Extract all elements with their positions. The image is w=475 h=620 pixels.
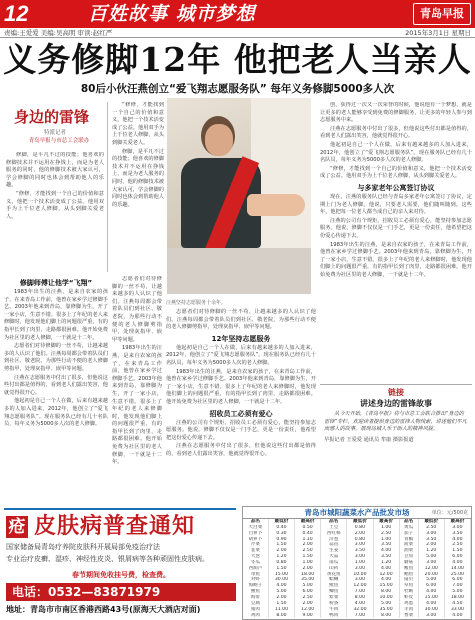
market-unit: 单位：元/500克	[431, 510, 468, 516]
table-cell: 蘑菇	[399, 560, 418, 566]
article-paragraph: 现在，汪燕的服务队已经与青岛多家老年公寓签订了协议，定期上门为老人修脚。他说，只要老人需要，他们随叫随到。这些年，他把每一位老人都当成自己的亲人来对待。	[320, 193, 472, 216]
table-row	[243, 613, 471, 619]
table-cell: 4.00	[418, 589, 444, 595]
market-price-table	[242, 506, 472, 620]
editor-credits: 责编:王爱爱 美编:吴高明 审读:赵红严	[4, 29, 113, 37]
article-paragraph: 1983年出生的汪燕，是来自农家的孩子，在来青岛工作前，他曾在家乡学过修脚手艺。2003年他来到青岛，靠修脚为生，开了一家小店，生意不错。很多上了年纪的老人来修脚时，他发现他们脚上的问题很严重，有的指甲长到了肉里，走路都很困难。他开始免费为社区里的老人修脚，一干就是十二年。	[166, 368, 316, 405]
article-column-4	[320, 102, 472, 380]
table-cell: 1.20	[373, 560, 399, 566]
table-cell: 8.00	[347, 595, 373, 601]
table-cell: 8.00	[268, 613, 294, 619]
table-cell: 8.00	[373, 613, 399, 619]
table-cell: 鲳鱼	[399, 572, 418, 578]
table-cell: 4.00	[373, 566, 399, 572]
table-cell: 2.50	[295, 595, 321, 601]
table-cell: 0.40	[268, 525, 294, 531]
table-cell: 3.00	[418, 613, 444, 619]
table-cell: 5.00	[418, 577, 444, 583]
table-cell: 15.00	[418, 595, 444, 601]
table-header-cell: 最高价	[295, 519, 321, 525]
table-cell: 对虾	[243, 577, 268, 583]
table-cell: 3.00	[444, 525, 470, 531]
article-paragraph: 志愿者们对待修脚的一丝不苟，让越来越多的人认识了他们。汪燕每周都会带着队员们到社区、敬老院，为那些行动不便的老人修脚剪指甲，处理灰指甲、嵌甲等问题。	[4, 343, 108, 372]
table-cell: 14.00	[444, 566, 470, 572]
article-column-1	[4, 276, 108, 504]
table-row	[243, 607, 471, 613]
table-cell: 茄子	[399, 531, 418, 537]
ad-line-1: 国家储备局青岛疗养院皮肤科开展局部免疫治疗法	[6, 543, 160, 551]
table-header-cell: 品名	[399, 519, 418, 525]
table-cell: 4.00	[444, 613, 470, 619]
article-paragraph: 他起初是自己一个人在做，后来有越来越多的人加入进来，2012年，他创立了“爱飞翔志愿服务队”。现在服务队已经有几十名队员，每年义务为5000多人次的老人修脚。	[166, 344, 316, 366]
column-author: 特派记者	[44, 130, 67, 136]
table-cell: 3.00	[347, 566, 373, 572]
table-cell: 2.00	[295, 542, 321, 548]
table-cell: 3.50	[373, 542, 399, 548]
table-cell: 7.00	[347, 589, 373, 595]
table-cell: 1.00	[295, 560, 321, 566]
table-cell: 0.80	[347, 537, 373, 543]
column-title: 身边的雷锋	[14, 108, 90, 126]
table-cell: 黄瓜	[399, 525, 418, 531]
table-cell: 鲫鱼	[321, 589, 347, 595]
table-cell: 3.00	[347, 577, 373, 583]
table-cell: 3.50	[444, 531, 470, 537]
table-cell: 海蛎子	[243, 583, 268, 589]
table-cell: 冬瓜	[243, 560, 268, 566]
table-cell: 33.00	[444, 607, 470, 613]
table-header-cell: 品名	[321, 519, 347, 525]
table-cell: 3.00	[347, 542, 373, 548]
article-paragraph: 志愿者们对待修脚的一丝不苟，让越来越多的人认识了他们。汪燕每周都会带着队员们到社区、敬老院，为那些行动不便的老人修脚剪指甲，处理灰指甲、嵌甲等问题。	[112, 276, 162, 343]
table-cell: 生姜	[321, 548, 347, 554]
table-cell: 35.00	[373, 607, 399, 613]
table-body	[243, 525, 471, 619]
table-cell: 12.00	[347, 583, 373, 589]
table-cell: 1.00	[347, 560, 373, 566]
article-paragraph: “修修，才能找到一个自己的价值和意义，他把一个技术活变成了公益。他用双手为上千位老人修脚，从头到脚关爱老人。	[320, 165, 472, 180]
ad-address: 地址：青岛市市南区香港西路43号(原海天大酒店对面)	[6, 605, 201, 614]
issue-date: 2015年3月1日 星期日	[405, 29, 471, 37]
table-cell: 8.00	[373, 589, 399, 595]
table-cell: 12.00	[295, 607, 321, 613]
page-number	[4, 2, 44, 26]
table-cell: 11.00	[268, 607, 294, 613]
table-cell: 1.20	[268, 554, 294, 560]
table-cell: 扇贝	[399, 577, 418, 583]
article-paragraph: 汪燕在志愿服务中付出了很多，但他说这些付出都是值得的，看到老人们露出笑容，他就觉得很开心。	[320, 125, 472, 140]
table-cell: 紫菜	[321, 595, 347, 601]
table-header-cell: 品名	[243, 519, 268, 525]
table-cell: 大葱	[243, 554, 268, 560]
table-cell: 胡萝卜	[243, 537, 268, 543]
table-cell: 鸡肉	[243, 613, 268, 619]
table-cell: 韭菜	[243, 548, 268, 554]
section-subtitle-4: 与多家老年公寓签订协议	[357, 183, 435, 192]
table-cell: 猪肉	[243, 607, 268, 613]
table-cell: 西葫芦	[243, 566, 268, 572]
table-cell: 1.10	[295, 537, 321, 543]
table-cell: 5.00	[444, 589, 470, 595]
table-cell: 0.50	[295, 525, 321, 531]
table-cell: 3.50	[347, 548, 373, 554]
intro-text	[6, 152, 104, 270]
table-header-row	[243, 519, 471, 525]
table-cell: 18.00	[444, 595, 470, 601]
table-cell: 32.00	[347, 607, 373, 613]
table-cell: 青椒	[399, 537, 418, 543]
article-column-2	[112, 276, 162, 504]
table-cell: 2.50	[295, 548, 321, 554]
table-cell: 5.00	[268, 589, 294, 595]
market-title	[243, 507, 471, 519]
table-cell: 白萝卜	[243, 531, 268, 537]
table-cell: 0.90	[268, 537, 294, 543]
table-cell: 2.00	[268, 548, 294, 554]
table-cell: 豆腐	[243, 601, 268, 607]
table-cell: 0.80	[268, 560, 294, 566]
table-cell: 3.50	[418, 537, 444, 543]
table-cell: 大白菜	[243, 525, 268, 531]
section-subtitle-2: 12年坚持志愿服务	[211, 334, 271, 343]
table-row	[243, 595, 471, 601]
table-header-cell: 最低价	[268, 519, 294, 525]
table-cell: 4.00	[444, 560, 470, 566]
table-cell: 鱿鱼	[321, 583, 347, 589]
column-header-box	[4, 102, 108, 272]
table-cell: 1.00	[373, 525, 399, 531]
article-paragraph: 志愿者们对待修脚的一丝不苟，让越来越多的人认识了他们。汪燕每周都会带着队员们到社区、敬老院，为那些行动不便的老人修脚剪指甲，处理灰指甲、嵌甲等问题。	[166, 309, 316, 331]
photo-caption: 汪燕坚持志愿服务十余年。	[166, 300, 227, 306]
table-cell: 2.50	[373, 531, 399, 537]
table-cell: 4.00	[373, 548, 399, 554]
table-cell: 菠菜	[399, 542, 418, 548]
table-cell: 15.00	[268, 572, 294, 578]
article-paragraph: 他起初是自己一个人在做，后来有越来越多的人加入进来，2012年，他创立了“爱飞翔志愿服务队”。现在服务队已经有几十名队员，每年义务为5000多人次的老人修脚。	[320, 141, 472, 164]
table-cell: 蒜苗	[321, 542, 347, 548]
table-cell: 1.50	[295, 554, 321, 560]
table-cell: 5.00	[295, 583, 321, 589]
table-cell: 10.00	[373, 595, 399, 601]
table-cell: 鸡蛋	[399, 601, 418, 607]
link-paragraph: 从今天开始，《青岛早报》将与市总工会联合推出“身边的雷锋”专栏，欢迎读者提供身边的雷锋人物线索，讲述他们平凡而感人的故事，展现岛城人乐于助人的精神风貌。	[324, 411, 467, 433]
editor-info-bar	[0, 28, 475, 38]
table-cell: 4.00	[418, 601, 444, 607]
link-label: 链接	[388, 388, 404, 397]
table-cell: 山药	[321, 566, 347, 572]
table-cell: 2.00	[268, 595, 294, 601]
table-cell: 粉条	[321, 601, 347, 607]
table-row	[243, 566, 471, 572]
table-cell: 南瓜	[321, 560, 347, 566]
table-cell: 2.50	[418, 525, 444, 531]
photo-foot	[247, 194, 305, 216]
table-cell: 6.00	[444, 577, 470, 583]
table-cell: 9.00	[295, 613, 321, 619]
table-cell: 12.00	[373, 572, 399, 578]
article-paragraph: 汪燕的公司有个规矩，招收员工必须有爱心，能坚持参加志愿服务。他说，修脚不仅仅是一门手艺，更是一份责任，他希望把这份爱心传递下去。	[320, 217, 472, 239]
link-title: 讲述身边的雷锋故事	[360, 399, 432, 408]
table-cell: 2.00	[418, 542, 444, 548]
table-cell: 虾皮	[399, 595, 418, 601]
table-cell: 西红柿	[321, 531, 347, 537]
table-cell: 5.00	[418, 554, 444, 560]
table-cell: 2.00	[347, 531, 373, 537]
table-cell: 0.30	[268, 531, 294, 537]
table-cell: 4.00	[373, 577, 399, 583]
table-cell: 牡蛎	[399, 589, 418, 595]
table-cell: 鲅鱼	[399, 566, 418, 572]
table-cell: 4.00	[444, 537, 470, 543]
table-cell: 3.00	[418, 531, 444, 537]
table-cell: 4.00	[268, 583, 294, 589]
table-cell: 香菜	[399, 613, 418, 619]
intro-paragraph-2: “修修，才能找到一个自己的价值和意义，他把一个技术活变成了公益。他用双手为上千位老人修脚，从头到脚关爱老人。	[6, 190, 104, 220]
table-cell: 5.00	[373, 601, 399, 607]
table-cell: 15.00	[373, 583, 399, 589]
page-header	[0, 0, 475, 28]
reporter-credit: 早报记者 王爱爱 通讯员 牟康 摄影报道	[324, 436, 414, 443]
ad-line-2: 专业治疗皮癣、湿疹、神经性皮炎、银屑病等各种顽固性皮肤病。	[6, 555, 209, 563]
table-cell: 大蒜	[321, 554, 347, 560]
article-headline: 义务修脚12年 他把老人当亲人	[3, 40, 472, 79]
section-title: 百姓故事 城市梦想	[88, 3, 256, 25]
photo-towel	[167, 248, 311, 294]
price-table	[243, 519, 471, 618]
table-cell: 30.00	[268, 577, 294, 583]
table-cell: 18.00	[295, 572, 321, 578]
ad-phone: 电话：0532—83871979	[6, 583, 236, 601]
table-cell: 3.00	[347, 554, 373, 560]
table-cell: 豆角	[399, 554, 418, 560]
table-cell: 4.00	[347, 601, 373, 607]
table-cell: 油菜	[399, 548, 418, 554]
clinic-logo-icon: 疮	[6, 516, 28, 538]
ad-line-3: 春节期间免收挂号费，检查费。	[72, 571, 170, 579]
table-cell: 蛤蜊	[321, 577, 347, 583]
table-cell: 20.00	[418, 572, 444, 578]
article-paragraph: 修脚，是平凡不过的技能；他喜欢的修脚技术并不运用在挣钱上，而是为老人服务的同时，他的修脚技术被大家认可，学会修脚的同时也体会到帮助他人的乐趣。	[112, 148, 164, 208]
table-cell: 35.00	[295, 577, 321, 583]
volunteer-photo	[167, 98, 311, 294]
table-cell: 0.40	[295, 531, 321, 537]
link-box	[320, 384, 472, 502]
paper-logo: 青岛早报	[413, 3, 471, 25]
table-cell: 10.00	[347, 572, 373, 578]
table-cell: 牛肉	[321, 607, 347, 613]
column-note: 青岛早报与市总工会联办	[28, 138, 90, 144]
table-cell: 2.00	[295, 601, 321, 607]
section-subtitle-1: 修脚师傅让他学“飞翔”	[19, 279, 93, 287]
table-cell: 鸭肉	[321, 613, 347, 619]
ad-title-row	[4, 508, 236, 538]
table-header-cell: 最高价	[373, 519, 399, 525]
table-header-cell: 最低价	[347, 519, 373, 525]
table-cell: 1.50	[444, 548, 470, 554]
article-paragraph: 创，获得过一次又一次荣誉的时候，他说他有一个梦想，就是让更多的老人能够享受到免费的修脚服务，让更多的年轻人参与到志愿服务中来。	[320, 102, 472, 124]
article-paragraph: 汪燕在志愿服务中付出了很多，但他说这些付出都是值得的，看到老人们露出笑容，他就觉得很开心。	[4, 374, 108, 396]
ad-title: 皮肤病普查通知	[34, 514, 196, 539]
table-cell: 6.00	[295, 589, 321, 595]
table-cell: 25.00	[444, 572, 470, 578]
table-cell: 黄花鱼	[321, 572, 347, 578]
table-cell: 2.50	[444, 542, 470, 548]
link-body	[320, 409, 472, 436]
table-cell: 6.00	[418, 583, 444, 589]
article-paragraph: 汪燕在志愿服务中付出了很多，但他说这些付出都是值得的，看到老人们露出笑容，他就觉得很开心。	[166, 443, 316, 457]
table-cell: 1.50	[268, 566, 294, 572]
table-cell: 7.00	[347, 613, 373, 619]
article-paragraph: 1983年出生的汪燕，是来自农家的孩子，在来青岛工作前，他曾在家乡学过修脚手艺。2003年他来到青岛，靠修脚为生，开了一家小店，生意不错。很多上了年纪的老人来修脚时，他发现他们脚上的问题很严重，有的指甲长到了肉里，走路都很困难。他开始免费为社区里的老人修脚，一干就是十二年。	[4, 289, 108, 341]
article-paragraph: 汪燕的公司有个规矩，招收员工必须有爱心，能坚持参加志愿服务。他说，修脚不仅仅是一门手艺，更是一份责任，他希望把这份爱心传递下去。	[166, 419, 316, 441]
market-title-text: 青岛市城阳蔬菜水产品批发市场	[304, 508, 410, 517]
table-cell: 芹菜	[243, 542, 268, 548]
table-cell: 3.50	[373, 554, 399, 560]
table-cell: 羊肉	[399, 607, 418, 613]
section-subtitle-3: 招收员工必须有爱心	[209, 409, 273, 418]
table-cell: 6.00	[444, 554, 470, 560]
article-subheadline: 80后小伙汪燕创立“爱飞翔志愿服务队” 每年义务修脚5000多人次	[80, 83, 395, 95]
table-cell: 1.50	[268, 542, 294, 548]
table-cell: 1.20	[418, 548, 444, 554]
article-paragraph: 1983年出生的汪燕，是来自农家的孩子，在来青岛工作前，他曾在家乡学过修脚手艺。2003年他来到青岛，靠修脚为生，开了一家小店，生意不错。很多上了年纪的老人来修脚时，他发现他们脚上的问题很严重，有的指甲长到了肉里，走路都很困难。他开始免费为社区里的老人修脚，一干就是十二年。	[320, 241, 472, 278]
table-cell: 带鱼	[243, 572, 268, 578]
table-cell: 7.00	[444, 583, 470, 589]
table-cell: 2.00	[295, 566, 321, 572]
table-header-cell: 最低价	[418, 519, 444, 525]
table-cell: 鲤鱼	[243, 589, 268, 595]
article-paragraph: 1983年出生的汪燕，是来自农家的孩子，在来青岛工作前，他曾在家乡学过修脚手艺。2003年他来到青岛，靠修脚为生，开了一家小店，生意不错。很多上了年纪的老人来修脚时，他发现他们脚上的问题很严重，有的指甲长到了肉里，走路都很困难。他开始免费为社区里的老人修脚，一干就是十二年。	[112, 345, 162, 466]
table-cell: 3.00	[418, 560, 444, 566]
table-cell: 洋葱	[321, 537, 347, 543]
article-column-3	[166, 296, 316, 504]
page-number-text: 12	[4, 1, 29, 26]
table-cell: 4.50	[444, 601, 470, 607]
article-paragraph: 他起初是自己一个人在做，后来有越来越多的人加入进来，2012年，他创立了“爱飞翔志愿服务队”。现在服务队已经有几十名队员，每年义务为5000多人次的老人修脚。	[4, 398, 108, 428]
table-cell: 土豆	[321, 525, 347, 531]
table-cell: 草鱼	[399, 583, 418, 589]
table-cell: 海带	[243, 595, 268, 601]
intro-paragraph: 修脚，是平凡不过的技能；他喜欢的修脚技术并不运用在挣钱上，而是为老人服务的同时，他的修脚技术被大家认可，学会修脚的同时也体会到帮助他人的乐趣。	[6, 152, 104, 189]
article-paragraph: “修修，才能找到一个自己的价值和意义，他把一个技术活变成了公益。他用双手为上千位老人修脚，从头到脚关爱老人。	[112, 102, 164, 146]
table-cell: 0.80	[347, 525, 373, 531]
table-cell: 30.00	[418, 607, 444, 613]
article-column-2-top	[112, 102, 164, 272]
table-cell: 1.00	[373, 537, 399, 543]
table-cell: 12.00	[418, 566, 444, 572]
table-header-cell: 最高价	[444, 519, 470, 525]
table-cell: 1.50	[268, 601, 294, 607]
photo-person-face	[205, 124, 233, 156]
